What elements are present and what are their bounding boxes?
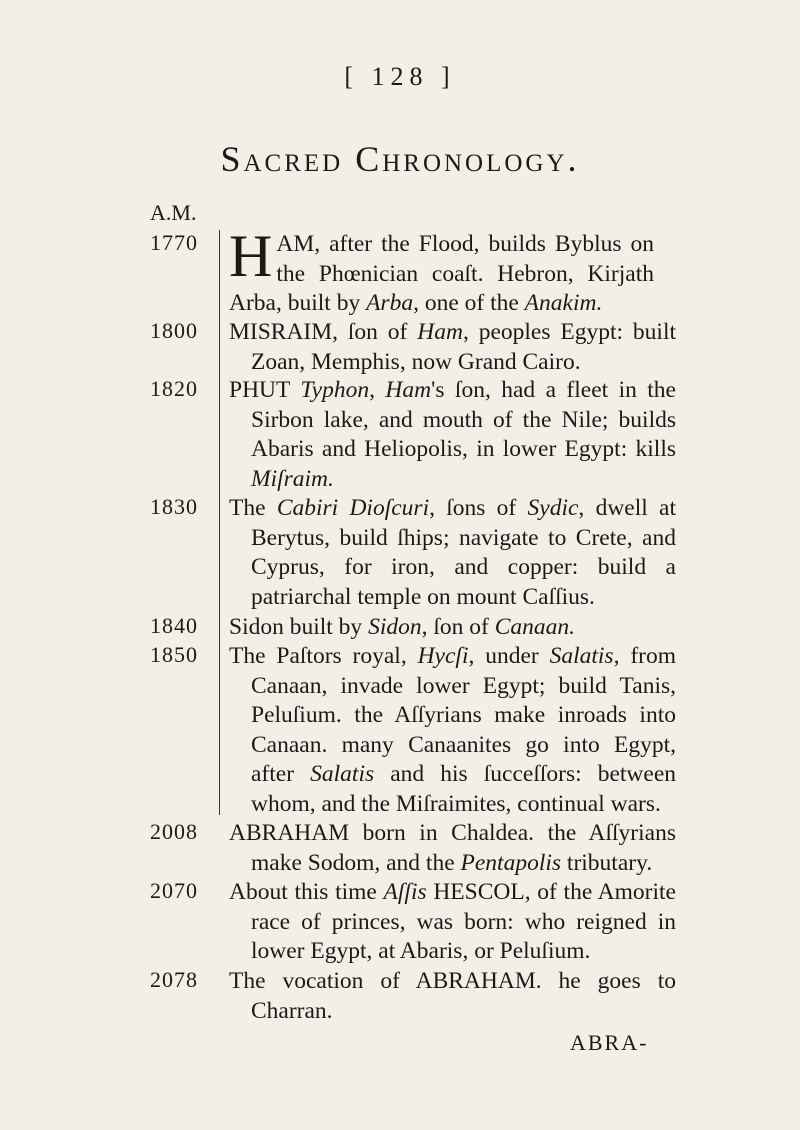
text-run: , one of the: [413, 290, 525, 316]
text-run: Sidon built by: [229, 614, 369, 640]
italic-text: Arba: [366, 290, 414, 316]
italic-text: Sydic: [527, 495, 579, 521]
text-run: tributary.: [561, 849, 653, 876]
text-run: ABRAHAM born in Chaldea. the Aſſyrians make Sodom, and the: [229, 820, 676, 876]
entry-text: [229, 967, 676, 1026]
text-run: The: [229, 495, 277, 521]
text-run: , ſons of: [429, 495, 528, 521]
italic-text: Ham: [417, 319, 463, 345]
text-run: MISRAIM, ſon of: [229, 319, 418, 345]
italic-text: Typhon: [300, 377, 370, 403]
entry-text: [229, 223, 654, 319]
text-run: About this time: [229, 879, 384, 905]
text-run: and his ſucceſſors: between whom, and the Miſraimites, continual wars.: [251, 761, 676, 817]
text-run: The vocation of ABRAHAM. he goes to Charran.: [229, 968, 676, 1024]
text-run: , dwell at Berytus, build ſhips; navigate to Crete, and Cyprus, for iron, and copper: build a patriarchal temple on mount Caſſius.: [251, 495, 677, 610]
text-run: The Paſtors royal,: [229, 643, 418, 669]
text-run: PHUT: [229, 377, 301, 403]
text-run: , under: [468, 643, 550, 669]
entry-year: 1840: [150, 613, 198, 638]
entry-year: 1800: [150, 318, 198, 343]
italic-text: Salatis: [310, 761, 375, 787]
italic-text: Cabiri Dioſcuri: [276, 495, 430, 521]
italic-text: Pentapolis: [460, 849, 562, 876]
entry-year: 2008: [150, 819, 198, 844]
entry-year: 1830: [150, 494, 198, 519]
italic-text: Canaan.: [494, 614, 576, 640]
text-run: , peoples Egypt: built Zoan, Memphis, now Grand Cairo.: [251, 319, 676, 375]
entry-year: 1850: [150, 642, 198, 667]
text-run: ,: [369, 377, 386, 403]
entry-text: [229, 878, 676, 967]
text-run: , ſon of: [421, 614, 495, 640]
entry-text: [229, 494, 676, 612]
entry-text: [229, 318, 676, 377]
catchword: ABRA-: [570, 1030, 649, 1055]
italic-text: Miſraim.: [251, 465, 334, 492]
italic-text: Salatis: [549, 643, 614, 669]
entry-year: 1770: [150, 230, 198, 255]
entry-text: [229, 613, 676, 643]
italic-text: Aſſis: [383, 879, 427, 905]
text-run: 's ſon, had a fleet in the Sirbon lake, and mouth of the Nile; builds Abaris and Heliopolis, in lower Egypt: kills: [251, 377, 676, 462]
page-number: [ 128 ]: [344, 62, 456, 91]
text-run: , from Canaan, invade lower Egypt; build Tanis, Peluſium. the Aſſyrians make inroads into Canaan. many Canaanites go into Egypt, after: [251, 643, 676, 787]
italic-text: Anakim.: [524, 290, 603, 316]
entry-year: 1820: [150, 376, 198, 401]
column-divider: [219, 230, 220, 815]
text-run: AM, after the Flood, builds Byblus on the Phœnician coaſt. Hebron, Kirjath Arba, built by: [229, 231, 654, 316]
entry-year: 2078: [150, 967, 198, 992]
drop-cap: H: [229, 223, 273, 289]
page-title: Sacred Chronology.: [220, 139, 580, 179]
italic-text: Ham: [385, 377, 432, 403]
entry-text: [229, 819, 676, 878]
italic-text: Sidon: [368, 614, 422, 640]
am-column-header: A.M.: [150, 200, 197, 225]
entry-year: 2070: [150, 878, 198, 903]
entry-text: [229, 376, 676, 494]
text-run: HESCOL, of the Amorite race of princes, was born: who reigned in lower Egypt, at Abaris, or Peluſium.: [251, 879, 676, 964]
italic-text: Hycſi: [417, 643, 469, 669]
entry-text: [229, 642, 676, 819]
